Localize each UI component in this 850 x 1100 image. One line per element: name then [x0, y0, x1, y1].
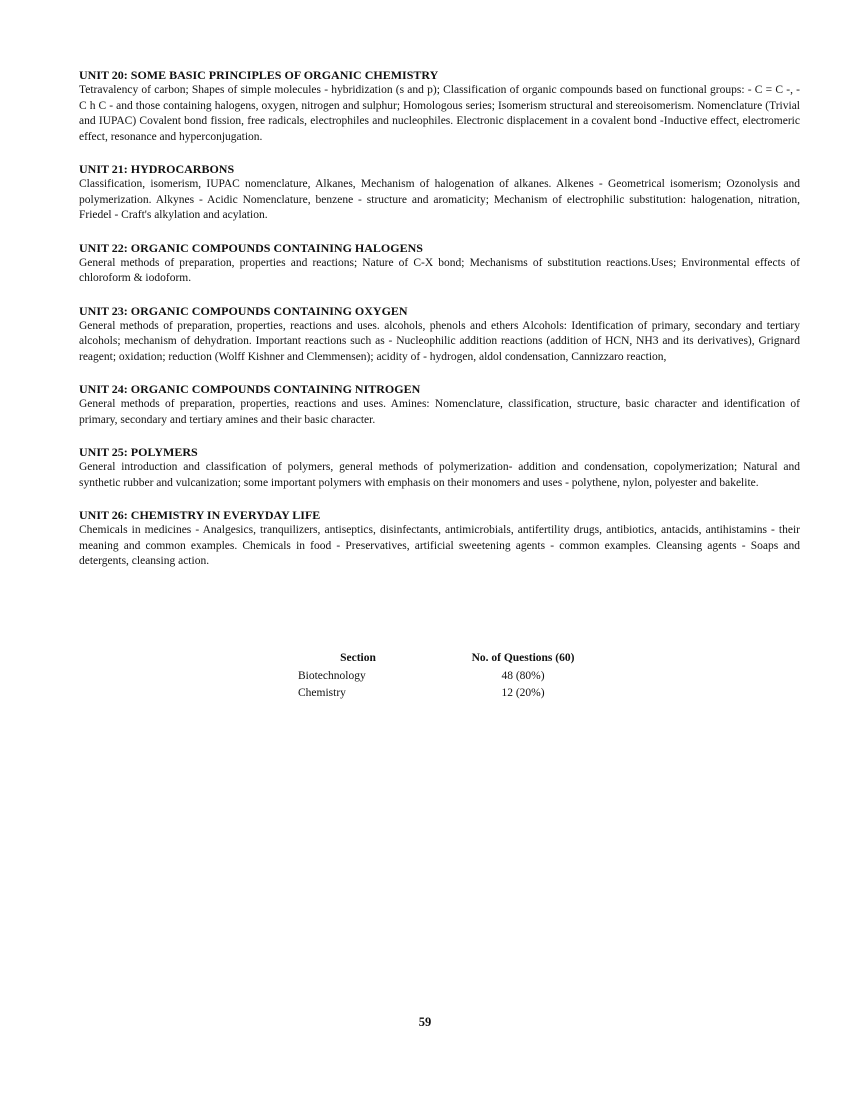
unit-body: General methods of preparation, properties, reactions and uses. alcohols, phenols and ethers Alcohols: Identification of primary, secondary and tertiary alcohols; mechanism of dehydration. Important reactions such as - Nucleophilic addition reactions (addition of HCN, NH3 and its derivatives), Grignard reagent; oxidation; reduction (Wolff Kishner and Clemmensen); acidity of - hydrogen, aldol condensation, Cannizzaro reaction, [79, 319, 800, 363]
unit-body: General methods of preparation, properties and reactions; Nature of C-X bond; Mechanisms of substitution reactions.Uses; Environmental effects of chloroform & iodoform. [79, 256, 800, 284]
unit-body: General introduction and classification of polymers, general methods of polymerization- addition and condensation, copolymerization; Natural and synthetic rubber and vulcanization; some important polymers with emphasis on their monomers and uses - polythene, nylon, polyester and bakelite. [79, 461, 800, 489]
unit-section [79, 241, 800, 287]
page-number: 59 [418, 1015, 432, 1029]
unit-title: UNIT 20: SOME BASIC PRINCIPLES OF ORGANIC CHEMISTRY [79, 68, 439, 82]
unit-body: Tetravalency of carbon; Shapes of simple molecules - hybridization (s and p); Classification of organic compounds based on functional groups: - C = C -, - C h C - and those containing halogens, oxygen, nitrogen and sulphur; Homologous series; Isomerism structural and stereoisomerism. Nomenclature (Trivial and IUPAC) Covalent bond fission, free radicals, electrophiles and nucleophiles. Electronic displacement in a covalent bond -Inductive effect, electromeric effect, resonance and hyperconjugation. [79, 84, 800, 143]
questions-cell: 12 (20%) [501, 687, 545, 699]
unit-section [79, 162, 800, 224]
unit-title: UNIT 23: ORGANIC COMPOUNDS CONTAINING OXYGEN [79, 303, 408, 318]
section-cell: Biotechnology [298, 669, 366, 682]
unit-title: UNIT 24: ORGANIC COMPOUNDS CONTAINING NITROGEN [79, 382, 421, 396]
unit-body: General methods of preparation, properties, reactions and uses. Amines: Nomenclature, classification, structure, basic character and identification of primary, secondary and tertiary amines and their basic character. [79, 398, 800, 426]
unit-body: Classification, isomerism, IUPAC nomenclature, Alkanes, Mechanism of halogenation of alkanes. Alkenes - Geometrical isomerism; Ozonolysis and polymerization. Alkynes - Acidic Nomenclature, benzene - structure and aromaticity; Mechanism of electrophilic substitution: halogenation, nitration, Friedel - Craft's alkylation and acylation. [79, 178, 800, 221]
table-header-row [298, 650, 628, 668]
unit-title: UNIT 21: HYDROCARBONS [79, 162, 235, 176]
questions-cell: 48 (80%) [501, 669, 545, 682]
unit-title: UNIT 25: POLYMERS [79, 445, 198, 459]
unit-section [79, 508, 800, 570]
unit-body: Chemicals in medicines - Analgesics, tranquilizers, antiseptics, disinfectants, antimicrobials, antifertility drugs, antibiotics, antacids, antihistamins - their meaning and common examples. Chemicals in food - Preservatives, artificial sweetening agents - common examples. Cleansing agents - Soaps and detergents, cleansing action. [79, 524, 800, 567]
question-distribution-table [298, 650, 628, 703]
table-row [298, 685, 628, 703]
unit-title: UNIT 26: CHEMISTRY IN EVERYDAY LIFE [79, 508, 321, 522]
unit-title: UNIT 22: ORGANIC COMPOUNDS CONTAINING HALOGENS [79, 240, 423, 255]
unit-section [79, 304, 800, 366]
unit-section [79, 68, 800, 145]
syllabus-content [79, 68, 800, 587]
unit-section [79, 445, 800, 491]
unit-section [79, 382, 800, 428]
section-cell: Chemistry [298, 687, 346, 699]
questions-header: No. of Questions (60) [471, 652, 575, 664]
table-row [298, 668, 628, 686]
section-header: Section [340, 652, 376, 664]
